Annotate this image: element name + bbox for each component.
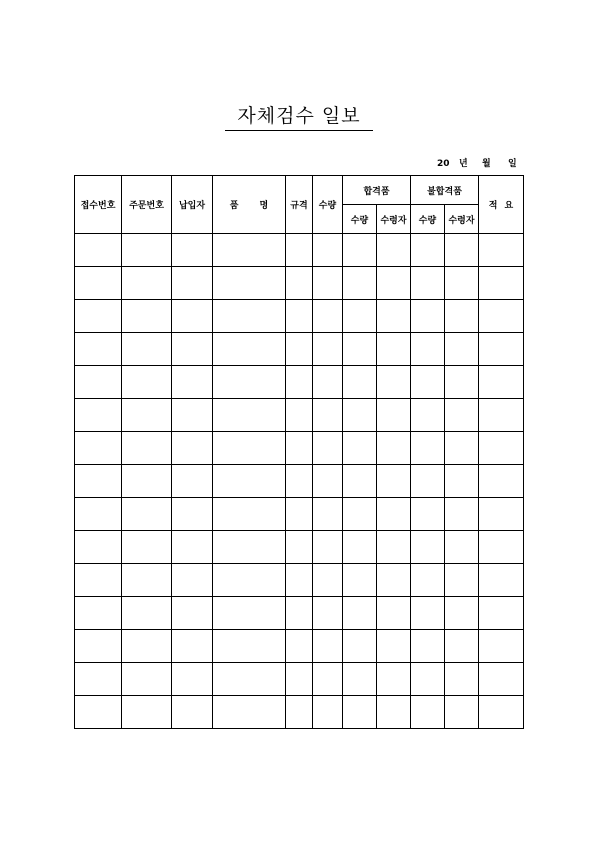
- cell-quantity: [313, 498, 343, 531]
- cell-spec: [286, 696, 313, 729]
- cell-fail-qty: [411, 696, 445, 729]
- cell-quantity: [313, 696, 343, 729]
- cell-supplier: [172, 267, 213, 300]
- header-item-name: 품 명: [213, 176, 286, 234]
- cell-item-name: [213, 498, 286, 531]
- cell-supplier: [172, 432, 213, 465]
- cell-fail-qty: [411, 300, 445, 333]
- cell-pass-qty: [343, 399, 377, 432]
- cell-fail-qty: [411, 234, 445, 267]
- cell-order-no: [122, 333, 172, 366]
- cell-fail-qty: [411, 333, 445, 366]
- cell-remarks: [479, 399, 524, 432]
- cell-spec: [286, 465, 313, 498]
- table-row: [75, 498, 524, 531]
- cell-fail-qty: [411, 465, 445, 498]
- cell-pass-qty: [343, 564, 377, 597]
- table-row: [75, 234, 524, 267]
- cell-item-name: [213, 234, 286, 267]
- cell-fail-qty: [411, 432, 445, 465]
- cell-fail-qty: [411, 267, 445, 300]
- cell-supplier: [172, 597, 213, 630]
- cell-order-no: [122, 498, 172, 531]
- cell-fail-qty: [411, 531, 445, 564]
- cell-quantity: [313, 465, 343, 498]
- cell-quantity: [313, 564, 343, 597]
- cell-order-no: [122, 366, 172, 399]
- table-row: [75, 267, 524, 300]
- cell-remarks: [479, 564, 524, 597]
- cell-pass-receiver: [377, 531, 411, 564]
- cell-pass-receiver: [377, 234, 411, 267]
- cell-spec: [286, 498, 313, 531]
- header-fail-receiver: 수령자: [445, 205, 479, 234]
- cell-fail-receiver: [445, 399, 479, 432]
- cell-item-name: [213, 696, 286, 729]
- header-pass-qty: 수량: [343, 205, 377, 234]
- cell-item-name: [213, 465, 286, 498]
- cell-fail-receiver: [445, 696, 479, 729]
- cell-pass-qty: [343, 630, 377, 663]
- cell-receipt-no: [75, 630, 122, 663]
- cell-spec: [286, 597, 313, 630]
- cell-supplier: [172, 696, 213, 729]
- table-row: [75, 333, 524, 366]
- cell-supplier: [172, 366, 213, 399]
- cell-receipt-no: [75, 432, 122, 465]
- cell-quantity: [313, 531, 343, 564]
- table-row: [75, 300, 524, 333]
- cell-order-no: [122, 663, 172, 696]
- cell-order-no: [122, 267, 172, 300]
- cell-spec: [286, 399, 313, 432]
- cell-receipt-no: [75, 267, 122, 300]
- cell-item-name: [213, 564, 286, 597]
- cell-pass-receiver: [377, 366, 411, 399]
- cell-pass-receiver: [377, 333, 411, 366]
- cell-receipt-no: [75, 234, 122, 267]
- cell-supplier: [172, 333, 213, 366]
- cell-receipt-no: [75, 300, 122, 333]
- cell-fail-receiver: [445, 663, 479, 696]
- cell-pass-receiver: [377, 564, 411, 597]
- cell-item-name: [213, 630, 286, 663]
- cell-spec: [286, 366, 313, 399]
- cell-pass-qty: [343, 465, 377, 498]
- cell-item-name: [213, 597, 286, 630]
- cell-fail-qty: [411, 564, 445, 597]
- cell-fail-qty: [411, 663, 445, 696]
- cell-order-no: [122, 564, 172, 597]
- cell-quantity: [313, 333, 343, 366]
- table-row: [75, 432, 524, 465]
- table-row: [75, 696, 524, 729]
- cell-remarks: [479, 663, 524, 696]
- cell-order-no: [122, 630, 172, 663]
- cell-fail-receiver: [445, 333, 479, 366]
- cell-supplier: [172, 234, 213, 267]
- cell-fail-qty: [411, 366, 445, 399]
- header-pass-group: 합격품: [343, 176, 411, 205]
- cell-supplier: [172, 498, 213, 531]
- cell-item-name: [213, 366, 286, 399]
- cell-receipt-no: [75, 663, 122, 696]
- cell-remarks: [479, 234, 524, 267]
- cell-supplier: [172, 465, 213, 498]
- header-spec: 규격: [286, 176, 313, 234]
- cell-quantity: [313, 267, 343, 300]
- cell-pass-receiver: [377, 465, 411, 498]
- cell-item-name: [213, 300, 286, 333]
- table-header: [75, 176, 524, 234]
- cell-order-no: [122, 696, 172, 729]
- document-title: 자체검수 일보: [237, 105, 361, 127]
- cell-remarks: [479, 432, 524, 465]
- cell-spec: [286, 432, 313, 465]
- cell-fail-receiver: [445, 432, 479, 465]
- cell-spec: [286, 234, 313, 267]
- cell-remarks: [479, 333, 524, 366]
- cell-remarks: [479, 531, 524, 564]
- cell-remarks: [479, 267, 524, 300]
- date-year-prefix: 20: [437, 159, 450, 169]
- table-row: [75, 366, 524, 399]
- cell-receipt-no: [75, 366, 122, 399]
- cell-item-name: [213, 432, 286, 465]
- cell-receipt-no: [75, 498, 122, 531]
- cell-quantity: [313, 366, 343, 399]
- inspection-table: [74, 175, 524, 729]
- cell-receipt-no: [75, 333, 122, 366]
- cell-quantity: [313, 300, 343, 333]
- cell-pass-qty: [343, 531, 377, 564]
- cell-order-no: [122, 465, 172, 498]
- header-pass-receiver: 수령자: [377, 205, 411, 234]
- cell-pass-qty: [343, 300, 377, 333]
- cell-pass-qty: [343, 498, 377, 531]
- cell-spec: [286, 663, 313, 696]
- cell-fail-qty: [411, 399, 445, 432]
- table-row: [75, 531, 524, 564]
- cell-spec: [286, 333, 313, 366]
- cell-remarks: [479, 465, 524, 498]
- cell-item-name: [213, 531, 286, 564]
- cell-order-no: [122, 531, 172, 564]
- date-month-unit: 월: [482, 159, 491, 169]
- cell-order-no: [122, 399, 172, 432]
- table-row: [75, 564, 524, 597]
- cell-spec: [286, 531, 313, 564]
- cell-spec: [286, 267, 313, 300]
- cell-receipt-no: [75, 564, 122, 597]
- cell-quantity: [313, 432, 343, 465]
- cell-remarks: [479, 300, 524, 333]
- header-order-no: 주문번호: [122, 176, 172, 234]
- cell-order-no: [122, 234, 172, 267]
- date-year-unit: 년: [459, 159, 468, 169]
- header-fail-group: 불합격품: [411, 176, 479, 205]
- cell-item-name: [213, 663, 286, 696]
- cell-supplier: [172, 663, 213, 696]
- header-remarks: 적 요: [479, 176, 524, 234]
- header-supplier: 납입자: [172, 176, 213, 234]
- cell-item-name: [213, 333, 286, 366]
- cell-pass-receiver: [377, 267, 411, 300]
- cell-pass-receiver: [377, 399, 411, 432]
- cell-pass-receiver: [377, 696, 411, 729]
- cell-fail-receiver: [445, 630, 479, 663]
- cell-remarks: [479, 630, 524, 663]
- cell-item-name: [213, 399, 286, 432]
- cell-pass-qty: [343, 366, 377, 399]
- cell-pass-receiver: [377, 432, 411, 465]
- cell-pass-qty: [343, 234, 377, 267]
- date-day-unit: 일: [508, 159, 517, 169]
- cell-item-name: [213, 267, 286, 300]
- cell-fail-qty: [411, 630, 445, 663]
- cell-supplier: [172, 531, 213, 564]
- cell-pass-receiver: [377, 597, 411, 630]
- table-row: [75, 399, 524, 432]
- cell-fail-receiver: [445, 366, 479, 399]
- cell-receipt-no: [75, 531, 122, 564]
- title-underline: [225, 130, 373, 131]
- cell-pass-receiver: [377, 498, 411, 531]
- cell-fail-receiver: [445, 234, 479, 267]
- cell-fail-receiver: [445, 465, 479, 498]
- cell-fail-receiver: [445, 267, 479, 300]
- cell-spec: [286, 300, 313, 333]
- cell-receipt-no: [75, 399, 122, 432]
- header-quantity: 수량: [313, 176, 343, 234]
- cell-fail-receiver: [445, 531, 479, 564]
- cell-pass-qty: [343, 663, 377, 696]
- cell-remarks: [479, 366, 524, 399]
- cell-quantity: [313, 630, 343, 663]
- cell-supplier: [172, 630, 213, 663]
- cell-receipt-no: [75, 696, 122, 729]
- table-row: [75, 597, 524, 630]
- table-row: [75, 630, 524, 663]
- cell-quantity: [313, 597, 343, 630]
- cell-quantity: [313, 663, 343, 696]
- cell-quantity: [313, 234, 343, 267]
- cell-pass-qty: [343, 333, 377, 366]
- header-fail-qty: 수량: [411, 205, 445, 234]
- cell-pass-receiver: [377, 630, 411, 663]
- cell-fail-qty: [411, 597, 445, 630]
- cell-pass-receiver: [377, 663, 411, 696]
- header-receipt-no: 접수번호: [75, 176, 122, 234]
- cell-receipt-no: [75, 465, 122, 498]
- cell-pass-qty: [343, 696, 377, 729]
- cell-supplier: [172, 300, 213, 333]
- cell-receipt-no: [75, 597, 122, 630]
- cell-fail-receiver: [445, 597, 479, 630]
- table-body: [75, 234, 524, 729]
- cell-quantity: [313, 399, 343, 432]
- cell-pass-receiver: [377, 300, 411, 333]
- cell-supplier: [172, 564, 213, 597]
- cell-order-no: [122, 300, 172, 333]
- cell-fail-receiver: [445, 300, 479, 333]
- cell-fail-receiver: [445, 564, 479, 597]
- cell-supplier: [172, 399, 213, 432]
- cell-pass-qty: [343, 597, 377, 630]
- cell-remarks: [479, 498, 524, 531]
- table-row: [75, 465, 524, 498]
- table-row: [75, 663, 524, 696]
- cell-pass-qty: [343, 267, 377, 300]
- cell-spec: [286, 564, 313, 597]
- cell-remarks: [479, 597, 524, 630]
- header-row-top: [75, 176, 524, 205]
- cell-order-no: [122, 597, 172, 630]
- cell-spec: [286, 630, 313, 663]
- cell-fail-receiver: [445, 498, 479, 531]
- cell-remarks: [479, 696, 524, 729]
- cell-order-no: [122, 432, 172, 465]
- cell-fail-qty: [411, 498, 445, 531]
- cell-pass-qty: [343, 432, 377, 465]
